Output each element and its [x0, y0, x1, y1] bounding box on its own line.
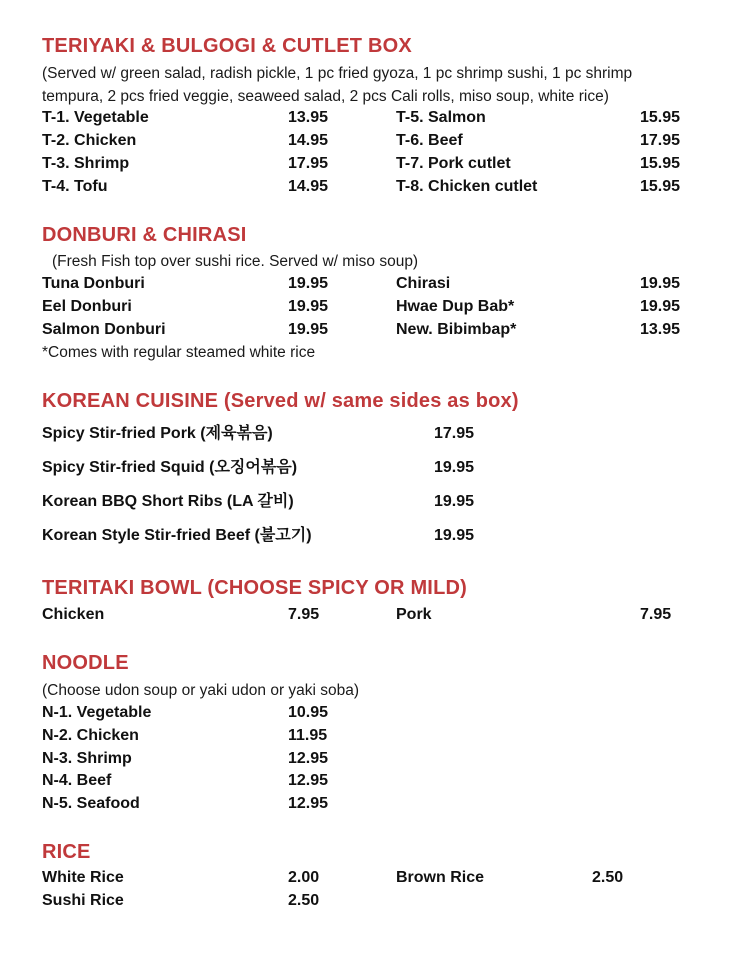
menu-item-name: T-5. Salmon: [396, 109, 486, 126]
menu-item-name: Korean Style Stir-fried Beef (불고기): [42, 527, 312, 544]
menu-item-name: Chicken: [42, 606, 105, 623]
menu-item-name: Eel Donburi: [42, 298, 132, 315]
menu-item-price: 19.95: [288, 298, 329, 315]
menu-item-name: Korean BBQ Short Ribs (LA 갈비): [42, 493, 294, 510]
menu-item-price: 12.95: [288, 750, 329, 767]
menu-item-name: N-5. Seafood: [42, 795, 140, 812]
menu-item-price: 10.95: [288, 704, 329, 721]
menu-item-price: 17.95: [640, 132, 681, 149]
section-title-rice: RICE: [42, 841, 91, 863]
section-note-donburi: (Fresh Fish top over sushi rice. Served w/ miso soup): [52, 253, 419, 270]
menu-item-price: 19.95: [288, 321, 329, 338]
menu-item-price: 19.95: [288, 275, 329, 292]
menu-item-name: New. Bibimbap*: [396, 321, 517, 338]
menu-item-name: Brown Rice: [396, 869, 485, 886]
section-note-teriyaki-line1: (Served w/ green salad, radish pickle, 1 pc fried gyoza, 1 pc shrimp sushi, 1 pc shrimp: [42, 65, 633, 82]
menu-item-price: 15.95: [640, 178, 681, 195]
menu-item-price: 14.95: [288, 178, 329, 195]
menu-item-price: 7.95: [288, 606, 320, 623]
menu-item-name: N-4. Beef: [42, 772, 112, 789]
menu-item-name: Chirasi: [396, 275, 451, 292]
section-title-korean: KOREAN CUISINE (Served w/ same sides as box): [42, 390, 519, 412]
menu-item-price: 19.95: [434, 527, 475, 544]
menu-item-price: 2.00: [288, 869, 320, 886]
menu-item-price: 17.95: [288, 155, 329, 172]
menu-item-name: N-2. Chicken: [42, 727, 139, 744]
menu-item-name: Pork: [396, 606, 432, 623]
menu-item-price: 11.95: [288, 727, 328, 744]
menu-item-name: T-7. Pork cutlet: [396, 155, 511, 172]
menu-item-name: T-6. Beef: [396, 132, 463, 149]
menu-item-price: 19.95: [640, 275, 681, 292]
section-title-teriyaki: TERIYAKI & BULGOGI & CUTLET BOX: [42, 35, 412, 57]
menu-item-name: N-1. Vegetable: [42, 704, 152, 721]
menu-item-price: 15.95: [640, 155, 681, 172]
menu-item-name: T-4. Tofu: [42, 178, 108, 195]
menu-item-name: Spicy Stir-fried Pork (제육볶음): [42, 425, 273, 442]
footnote: *Comes with regular steamed white rice: [42, 344, 316, 361]
menu-item-price: 19.95: [434, 459, 475, 476]
menu-item-price: 12.95: [288, 772, 329, 789]
menu-item-price: 2.50: [288, 892, 320, 909]
section-note-teriyaki-line2: tempura, 2 pcs fried veggie, seaweed salad, 2 pcs Cali rolls, miso soup, white rice): [42, 88, 609, 105]
menu-item-name: Hwae Dup Bab*: [396, 298, 515, 315]
menu-item-price: 2.50: [592, 869, 624, 886]
menu-item-name: White Rice: [42, 869, 124, 886]
menu-item-price: 12.95: [288, 795, 329, 812]
section-note-noodle: (Choose udon soup or yaki udon or yaki soba): [42, 682, 360, 699]
menu-item-name: T-3. Shrimp: [42, 155, 130, 172]
menu-item-name: T-1. Vegetable: [42, 109, 149, 126]
menu-item-name: Salmon Donburi: [42, 321, 166, 338]
menu-item-name: Sushi Rice: [42, 892, 124, 909]
menu-item-price: 17.95: [434, 425, 475, 442]
menu-item-price: 13.95: [288, 109, 329, 126]
menu-item-price: 19.95: [434, 493, 475, 510]
section-title-donburi: DONBURI & CHIRASI: [42, 224, 247, 246]
menu-item-price: 19.95: [640, 298, 681, 315]
menu-item-name: Tuna Donburi: [42, 275, 145, 292]
menu-item-price: 14.95: [288, 132, 329, 149]
menu-item-name: T-8. Chicken cutlet: [396, 178, 538, 195]
menu-item-name: N-3. Shrimp: [42, 750, 132, 767]
menu-item-name: T-2. Chicken: [42, 132, 137, 149]
menu-item-price: 13.95: [640, 321, 681, 338]
section-title-bowl: TERITAKI BOWL (CHOOSE SPICY OR MILD): [42, 577, 467, 599]
menu-item-name: Spicy Stir-fried Squid (오징어볶음): [42, 459, 298, 476]
section-title-noodle: NOODLE: [42, 652, 129, 674]
menu-item-price: 15.95: [640, 109, 681, 126]
menu-item-price: 7.95: [640, 606, 672, 623]
